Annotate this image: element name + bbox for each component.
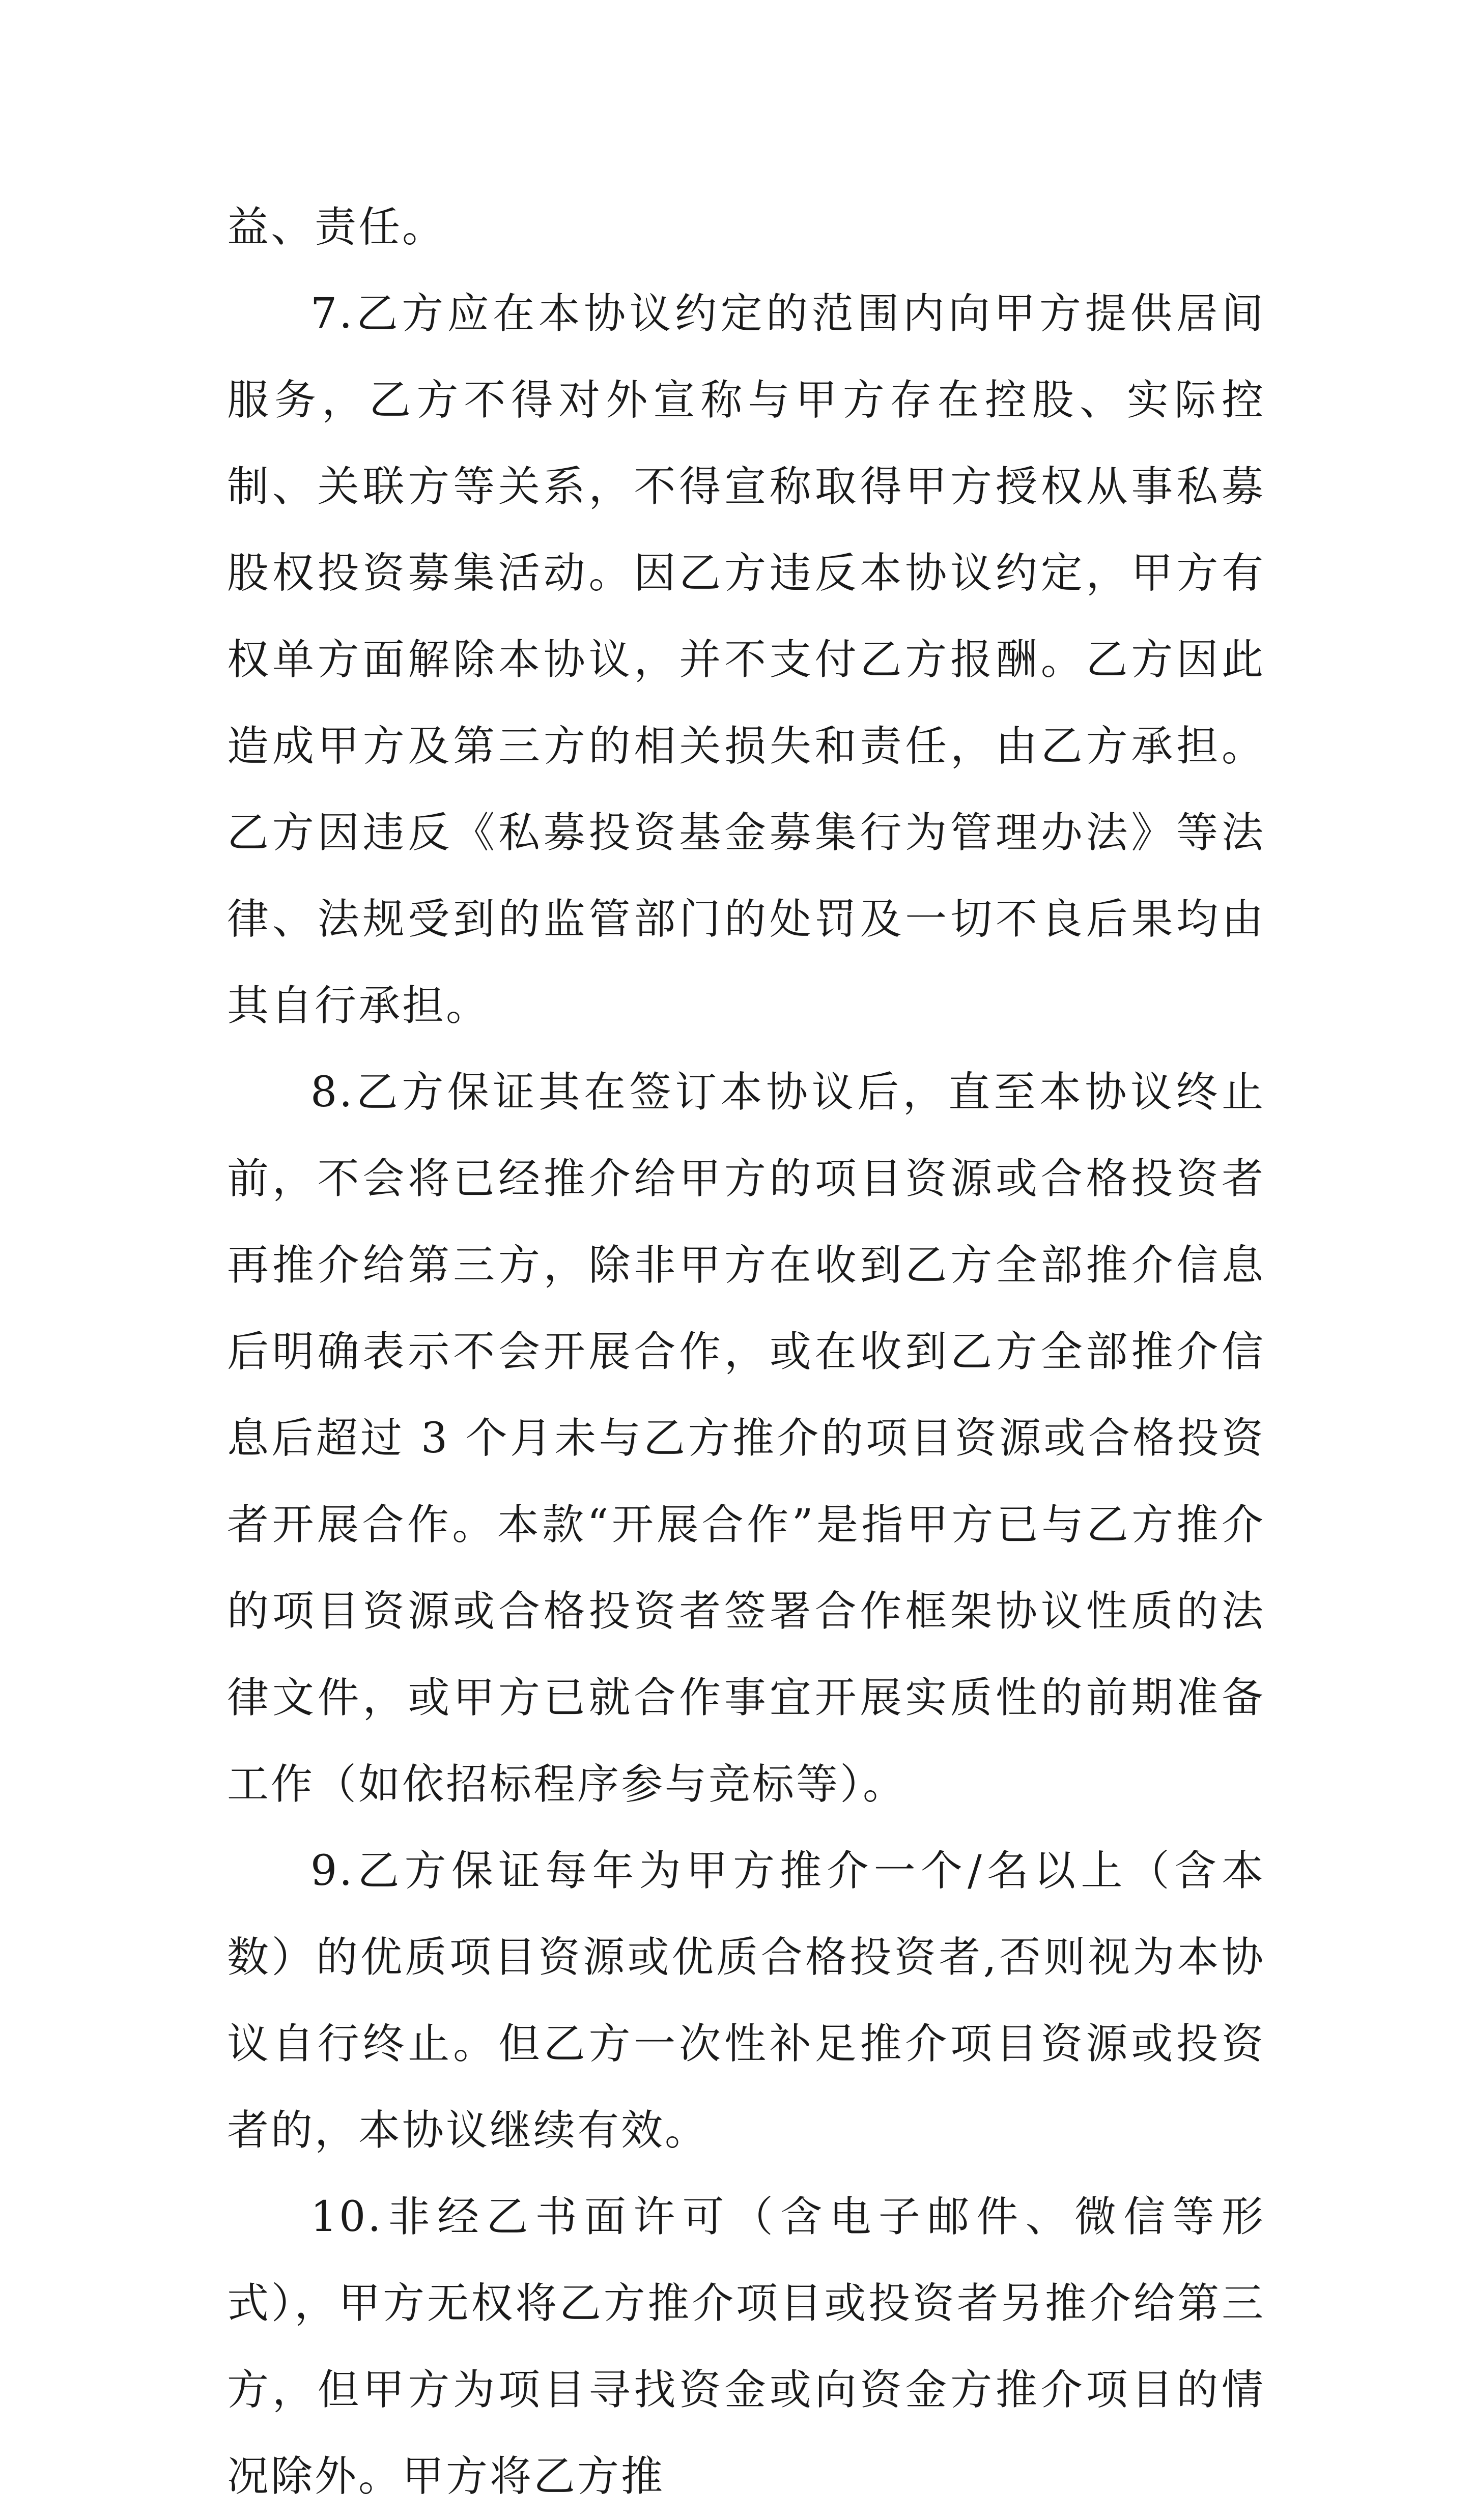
- paragraph-clause-8: 8.乙方保证其在签订本协议后，直至本协议终止前，不会将已经推介给甲方的项目资源或合格投资者再推介给第三方，除非甲方在收到乙方全部推介信息后明确表示不会开展合作，或在收到乙方全部推介信息后超过 3 个月未与乙方推介的项目资源或合格投资者开展合作。本款“开展合作”是指甲方已与乙方推介的项目资源或合格投资者签署合作框架协议性质的法律文件，或甲方已就合作事宜开展实质性的前期准备工作（如依招标程序参与竞标等）。: [227, 1068, 1265, 1809]
- paragraph-clause-9: 9.乙方保证每年为甲方推介一个/名以上（含本数）的优质项目资源或优质合格投资者,否则视为本协议自行终止。但乙方一次性补足推介项目资源或投资者的，本协议继续有效。: [227, 1847, 1265, 2155]
- paragraph-continuation: 益、责任。: [227, 203, 446, 251]
- paragraph-clause-7: 7.乙方应在本协议约定的范围内向甲方提供居间服务，乙方不得对外宣称与甲方存在控股、实际控制、关联方等关系，不得宣称取得甲方授权从事私募股权投资募集活动。因乙方违反本协议约定，甲方有权单方面解除本协议，并不支付乙方报酬。乙方因此造成甲方及第三方的相关损失和责任，由乙方承担。乙方因违反《私募投资基金募集行为管理办法》等法律、法规受到的监管部门的处罚及一切不良后果均由其自行承担。: [227, 290, 1265, 1030]
- document-body: [227, 184, 1265, 2520]
- paragraph-clause-10: 10.非经乙书面许可（含电子邮件、微信等形式），甲方无权将乙方推介项目或投资者另推介给第三方，但甲方为项目寻找资金或向资金方推介项目的情况除外。甲方将乙方推: [227, 2193, 1265, 2501]
